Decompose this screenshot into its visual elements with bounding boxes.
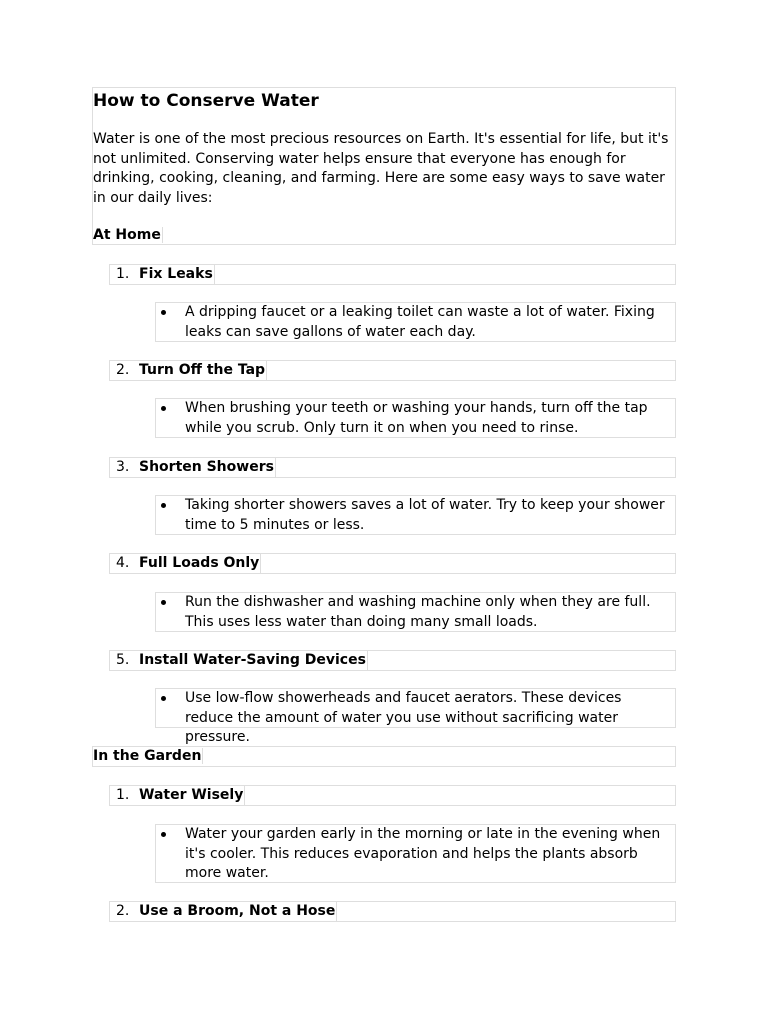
list-item-label: Full Loads Only — [139, 555, 260, 571]
list-item-fix-leaks — [109, 264, 676, 285]
list-item-broom-not-hose — [109, 901, 676, 922]
list-item-label: Turn Off the Tap — [139, 362, 266, 378]
list-item-number: 2. — [116, 362, 130, 378]
bullet-text: A dripping faucet or a leaking toilet can waste a lot of water. Fixing leaks can save gallons of water each day. — [185, 304, 655, 340]
bullet-item — [155, 689, 676, 745]
list-item-turn-off-tap — [109, 360, 676, 381]
list-item-number: 5. — [116, 652, 130, 668]
bullet-icon — [161, 503, 166, 508]
list-item-number: 4. — [116, 555, 130, 571]
list-item-full-loads — [109, 553, 676, 574]
list-item-label: Fix Leaks — [139, 266, 213, 282]
list-item-number: 1. — [116, 787, 130, 803]
bullet-text: Run the dishwasher and washing machine only when they are full. This uses less water than doing many small loads. — [185, 594, 651, 630]
section-heading-at-home: At Home — [93, 227, 161, 243]
list-item-number: 1. — [116, 266, 130, 282]
bullet-text: Use low-flow showerheads and faucet aerators. These devices reduce the amount of water you use without sacrificing water pressure. — [185, 690, 622, 745]
list-item-number: 3. — [116, 459, 130, 475]
intro-paragraph: Water is one of the most precious resources on Earth. It's essential for life, but it's not unlimited. Conserving water helps ensure that everyone has enough for drinking, cooking, cleaning, and farming. Here are some easy ways to save water in our daily lives: — [93, 131, 669, 206]
bullet-item — [155, 399, 676, 439]
bullet-icon — [161, 406, 166, 411]
bullet-item — [155, 303, 676, 343]
bullet-icon — [161, 600, 166, 605]
list-item-number: 2. — [116, 903, 130, 919]
bullet-icon — [161, 310, 166, 315]
bullet-item — [155, 825, 676, 884]
list-item-water-saving-devices — [109, 650, 676, 671]
bullet-icon — [161, 696, 166, 701]
bullet-item — [155, 496, 676, 536]
bullet-text: Water your garden early in the morning or late in the evening when it's cooler. This reduces evaporation and helps the plants absorb more water. — [185, 826, 661, 881]
list-item-shorten-showers — [109, 457, 676, 478]
list-item-water-wisely — [109, 785, 676, 806]
bullet-text: Taking shorter showers saves a lot of water. Try to keep your shower time to 5 minutes or less. — [185, 497, 665, 533]
bullet-text: When brushing your teeth or washing your hands, turn off the tap while you scrub. Only turn it on when you need to rinse. — [185, 400, 648, 436]
bullet-item — [155, 593, 676, 633]
list-item-label: Water Wisely — [139, 787, 244, 803]
list-item-label: Install Water-Saving Devices — [139, 652, 366, 668]
bullet-icon — [161, 832, 166, 837]
page-title: How to Conserve Water — [93, 91, 319, 111]
section-heading-in-the-garden: In the Garden — [93, 748, 202, 764]
list-item-label: Use a Broom, Not a Hose — [139, 903, 336, 919]
list-item-label: Shorten Showers — [139, 459, 274, 475]
